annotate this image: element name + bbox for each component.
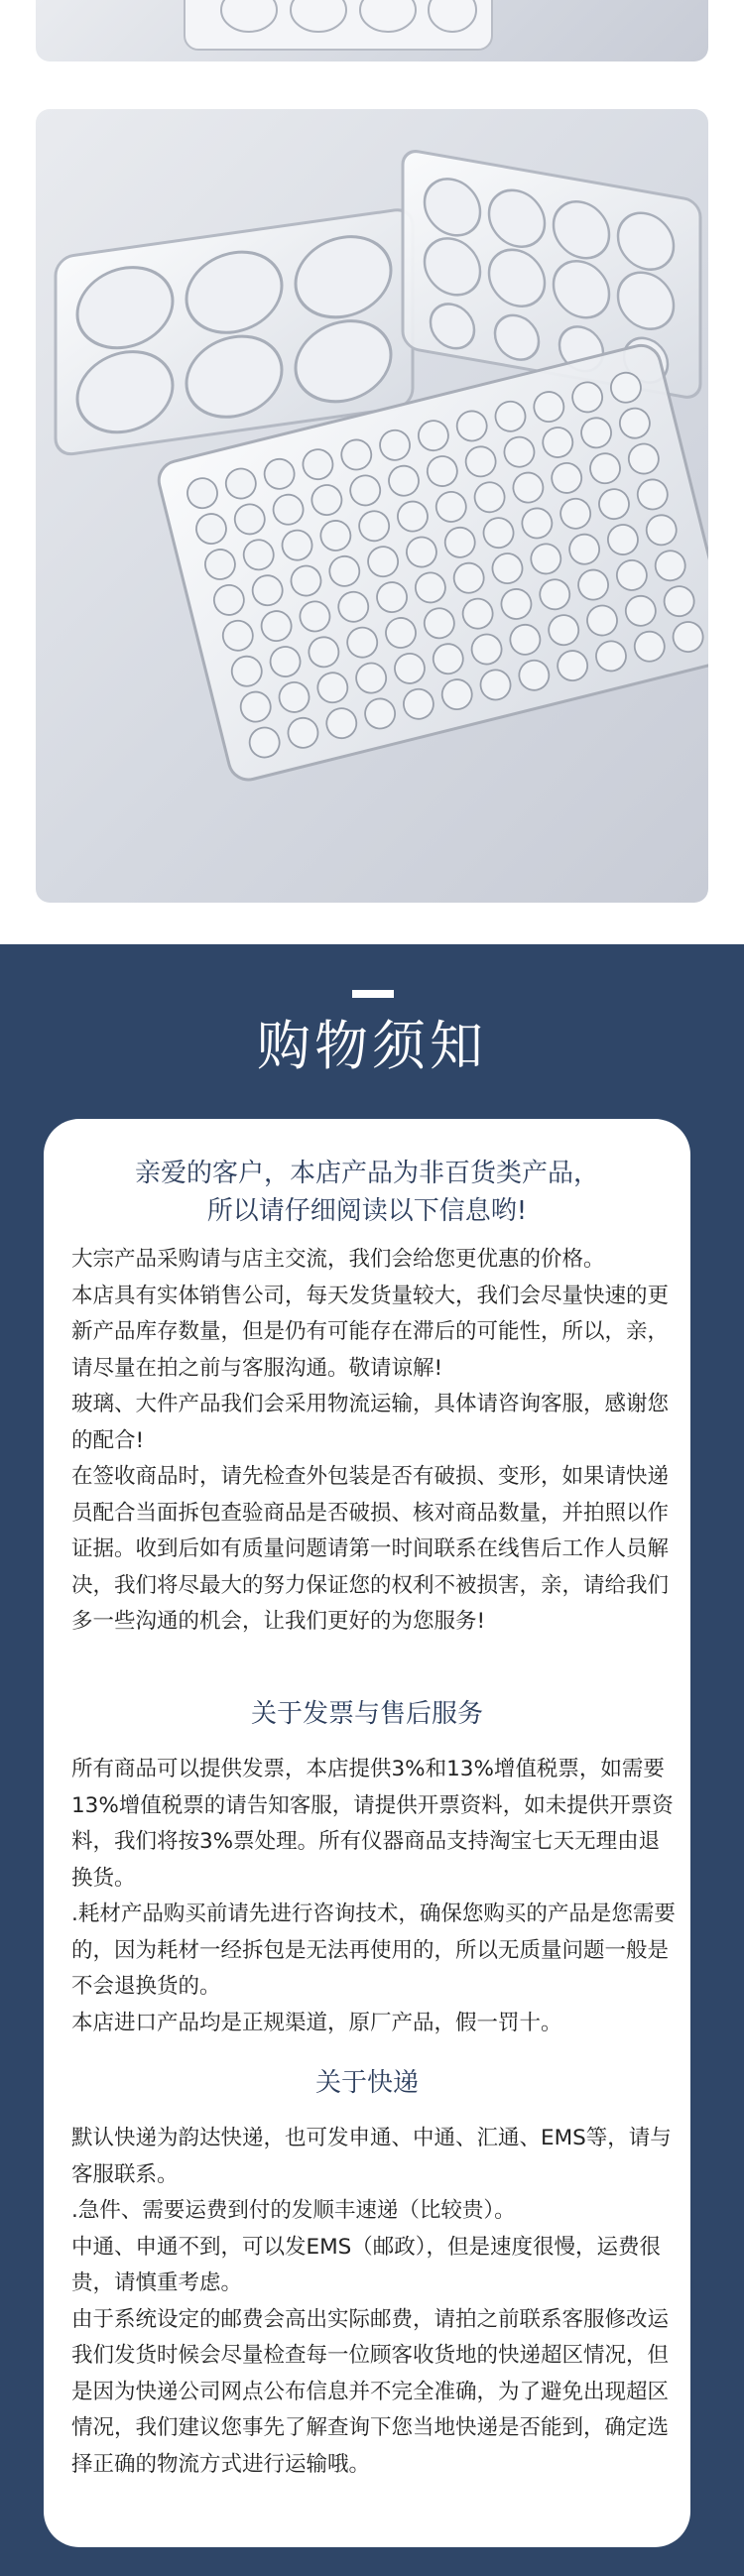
plate-edge-illustration — [36, 0, 708, 61]
delivery-paragraphs — [71, 2121, 677, 2483]
section-title: 购物须知 — [257, 1015, 487, 1077]
notice-intro-line: 亲爱的客户，本店产品为非百货类产品， — [134, 1159, 599, 1188]
invoice-paragraph: 所有商品可以提供发票，本店提供3%和13%增值税票，如需要13%增值税票的请告知客服，请提供开票资料，如未提供开票资料，我们将按3%票处理。所有仪器商品支持淘宝七天无理由退换货。 — [71, 1757, 674, 1891]
delivery-paragraph: 默认快递为韵达快递，也可发申通、中通、汇通、EMS等，请与客服联系。 — [71, 2126, 672, 2187]
product-photo-top — [36, 0, 708, 61]
invoice-paragraph: .耗材产品购买前请先进行咨询技术，确保您购买的产品是您需要的，因为耗材一经拆包是无法再使用的，所以无质量问题一般是不会退换货的。 — [71, 1901, 676, 1999]
culture-plates-illustration — [36, 109, 708, 903]
delivery-paragraph: .急件、需要运费到付的发顺丰速递（比较贵）。 — [71, 2198, 516, 2223]
notice-paragraph: 在签收商品时，请先检查外包装是否有破损、变形，如果请快递员配合当面拆包查验商品是否破损、核对商品数量，并拍照以作证据。收到后如有质量问题请第一时间联系在线售后工作人员解决，我们将尽最大的努力保证您的权利不被损害，亲，请给我们多一些沟通的机会，让我们更好的为您服务! — [71, 1464, 670, 1634]
notice-card — [44, 1119, 690, 2547]
notice-paragraph: 大宗产品采购请与店主交流，我们会给您更优惠的价格。 — [71, 1247, 605, 1272]
notice-paragraphs — [71, 1242, 677, 1641]
delivery-paragraph: 由于系统设定的邮费会高出实际邮费，请拍之前联系客服修改运 — [71, 2306, 670, 2332]
delivery-heading: 关于快递 — [314, 2068, 419, 2098]
notice-paragraph: 玻璃、大件产品我们会采用物流运输，具体请咨询客服，感谢您的配合! — [71, 1392, 670, 1453]
notice-intro — [44, 1155, 690, 1230]
invoice-paragraphs — [71, 1752, 677, 2041]
title-accent-bar — [352, 990, 394, 998]
shopping-notice-section — [0, 944, 744, 2576]
invoice-heading: 关于发票与售后服务 — [250, 1699, 483, 1729]
notice-intro-line: 所以请仔细阅读以下信息哟! — [206, 1196, 528, 1226]
invoice-paragraph: 本店进口产品均是正规渠道，原厂产品，假一罚十。 — [71, 2010, 562, 2035]
cell-culture-plates-photo — [36, 109, 708, 903]
notice-paragraph: 本店具有实体销售公司，每天发货量较大，我们会尽量快速的更新产品库存数量，但是仍有可能存在滞后的可能性，所以，亲，请尽量在拍之前与客服沟通。敬请谅解! — [71, 1283, 670, 1381]
delivery-paragraph: 中通、申通不到，可以发EMS（邮政），但是速度很慢，运费很贵，请慎重考虑。 — [71, 2234, 662, 2295]
delivery-paragraph: 我们发货时候会尽量检查每一位顾客收货地的快递超区情况，但是因为快递公司网点公布信息并不完全准确，为了避免出现超区情况，我们建议您事先了解查询下您当地快递是否能到，确定选择正确的物流方式进行运输哦。 — [71, 2343, 670, 2477]
